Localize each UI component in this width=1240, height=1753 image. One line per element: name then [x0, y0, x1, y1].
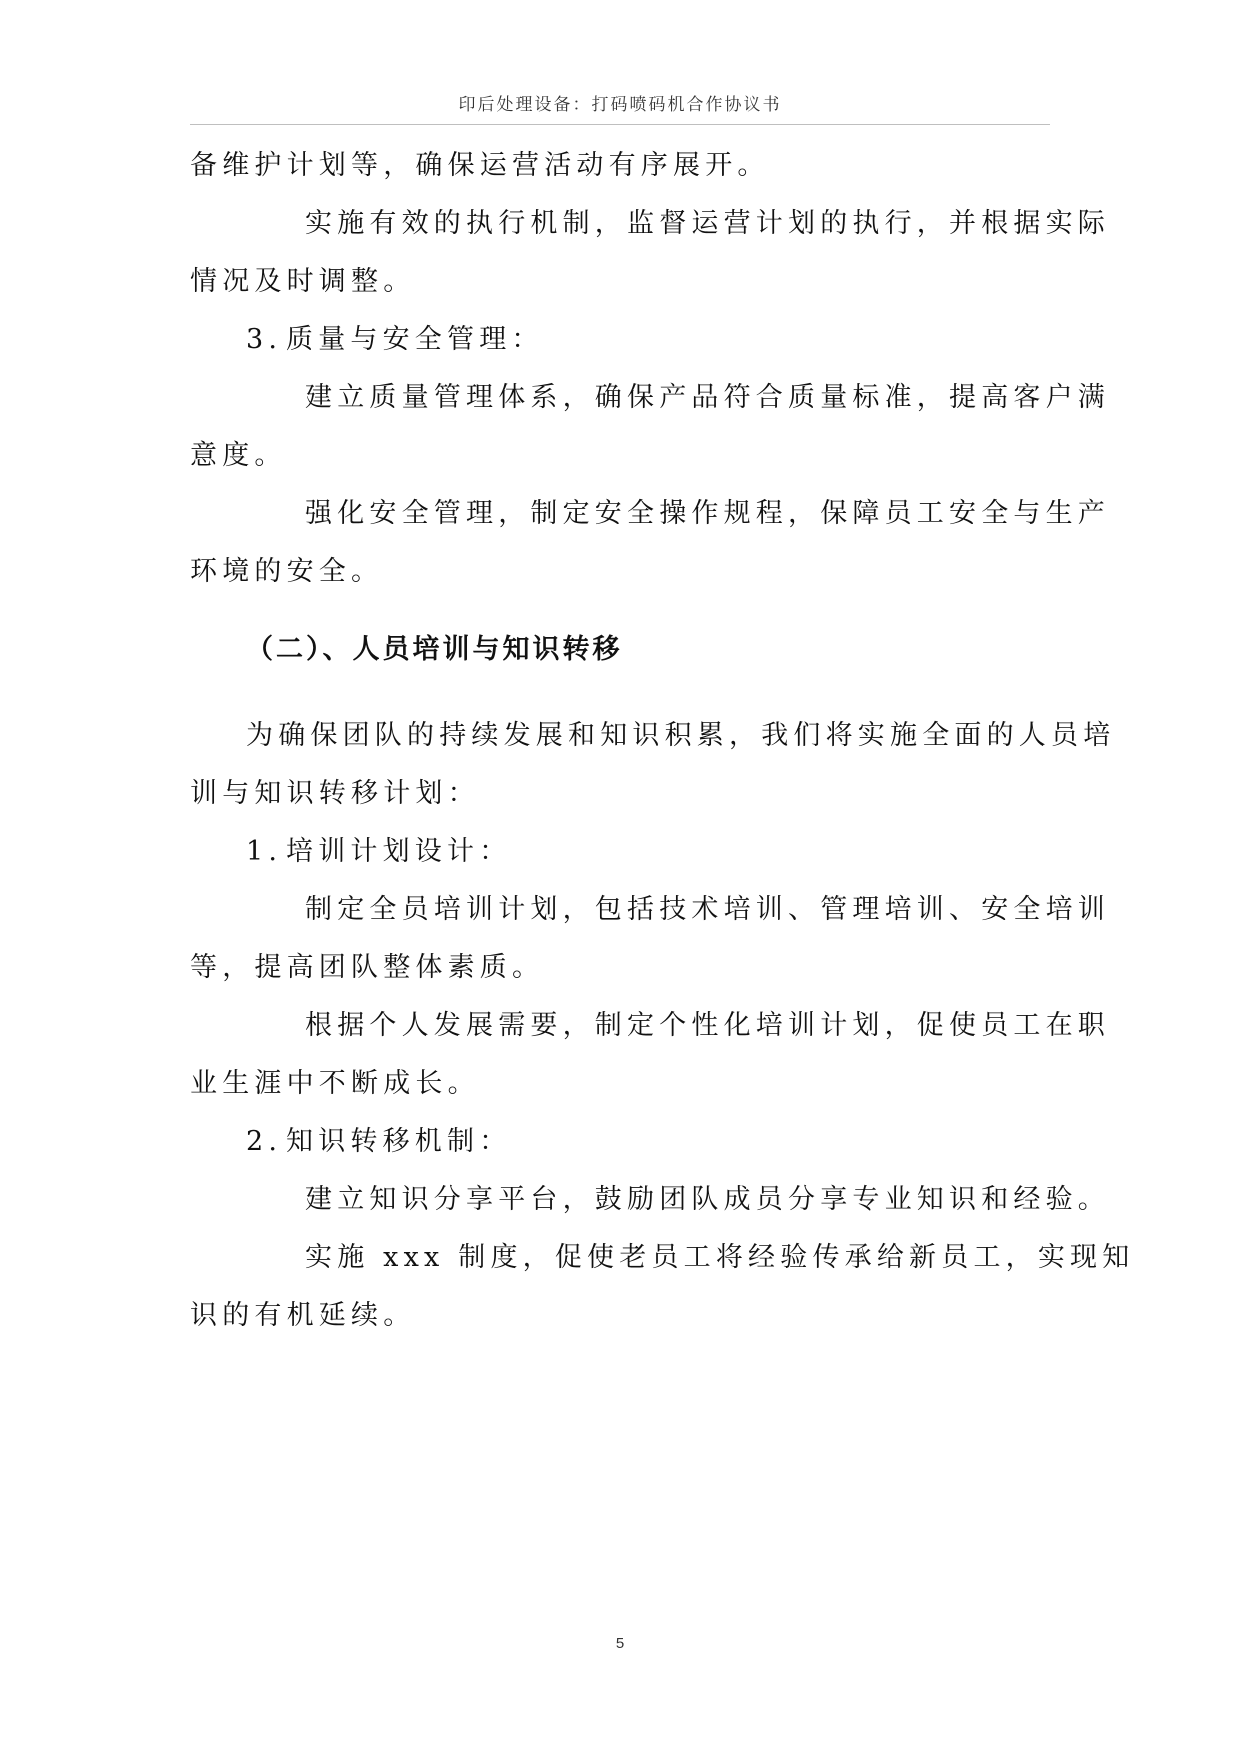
paragraph-line: 意度。 [190, 440, 287, 471]
paragraph-line: 强化安全管理，制定安全操作规程，保障员工安全与生产 [305, 498, 1110, 529]
paragraph-line: 业生涯中不断成长。 [190, 1068, 480, 1099]
paragraph-line: 建立知识分享平台，鼓励团队成员分享专业知识和经验。 [305, 1184, 1110, 1215]
paragraph-line: 训与知识转移计划： [190, 778, 480, 809]
list-item-label: 培训计划设计： [286, 836, 512, 867]
paragraph-line: 等，提高团队整体素质。 [190, 952, 545, 983]
paragraph-line: 制定全员培训计划，包括技术培训、管理培训、安全培训 [305, 894, 1110, 925]
paragraph-line: 实施有效的执行机制，监督运营计划的执行，并根据实际 [305, 208, 1110, 239]
paragraph-line: 根据个人发展需要，制定个性化培训计划，促使员工在职 [305, 1010, 1110, 1041]
list-item-knowledge-transfer [246, 1124, 511, 1160]
paragraph-line: 情况及时调整。 [190, 266, 416, 297]
paragraph-line: 实施 xxx 制度，促使老员工将经验传承给新员工，实现知 [305, 1242, 1135, 1273]
page-number: 5 [615, 1635, 625, 1652]
list-item-label: 知识转移机制： [286, 1126, 512, 1157]
paragraph-line: 为确保团队的持续发展和知识积累，我们将实施全面的人员培 [246, 720, 1116, 751]
list-item-label: 质量与安全管理： [286, 324, 544, 355]
paragraph-line: 识的有机延续。 [190, 1300, 416, 1331]
section-heading: （二）、人员培训与知识转移 [246, 634, 623, 665]
running-header: 印后处理设备：打码喷码机合作协议书 [458, 95, 782, 115]
list-item-quality-safety [246, 322, 544, 358]
paragraph-line: 建立质量管理体系，确保产品符合质量标准，提高客户满 [305, 382, 1110, 413]
list-number: 3. [246, 324, 283, 355]
list-item-training-plan [246, 834, 511, 870]
paragraph-line: 备维护计划等，确保运营活动有序展开。 [190, 150, 770, 181]
list-number: 2. [246, 1126, 283, 1157]
list-number: 1. [246, 836, 283, 867]
header-divider [190, 124, 1050, 125]
paragraph-line: 环境的安全。 [190, 556, 384, 587]
